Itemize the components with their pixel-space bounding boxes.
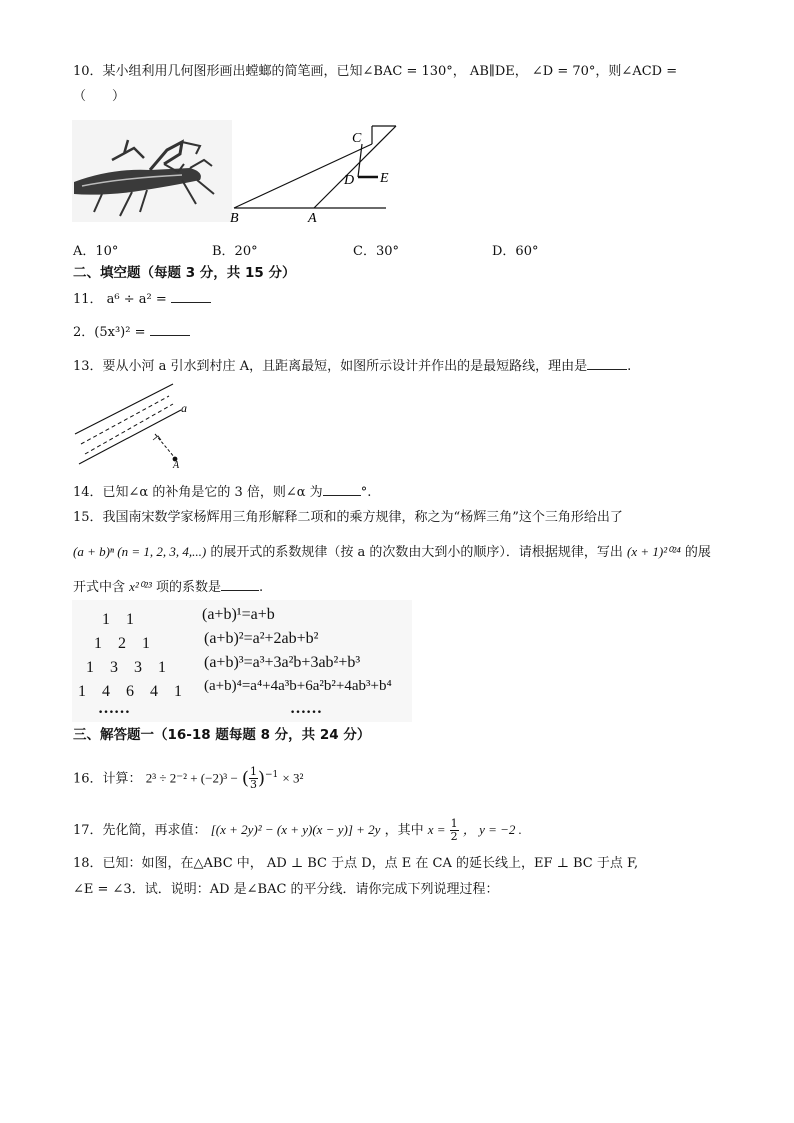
q13-river-figure xyxy=(73,378,193,470)
q10-option-a: A．10° xyxy=(73,244,119,259)
formula-1: (a+b)¹=a+b xyxy=(202,606,275,623)
q12 xyxy=(73,323,190,342)
q16: 16．计算： 2³ ÷ 2⁻² + (−2)³ − ( $\frac{1}{3}$ )$^{-1}$ × 3² xyxy=(73,765,304,792)
triangle-row-dots: …… xyxy=(98,700,130,717)
label-D: D xyxy=(344,173,355,188)
triangle-row-3: 1 3 3 1 xyxy=(86,659,167,676)
q18-line1: 18．已知：如图，在△ABC 中， AD ⊥ BC 于点 D，点 E 在 CA 的延长线上，EF ⊥ BC 于点 F, xyxy=(73,856,639,871)
q16-frac-den: 3 xyxy=(249,778,257,792)
triangle-row-2: 1 2 1 xyxy=(94,635,151,652)
q13-text: 13．要从小河 a 引水到村庄 A，且距离最短，如图所示设计并作出的是最短路线，理由是 xyxy=(73,359,588,374)
q17-frac-num: 1 xyxy=(450,817,458,830)
q10-geometry-figure xyxy=(228,122,400,226)
mantis-image xyxy=(72,120,232,222)
label-a: a xyxy=(181,401,187,415)
q15-line2-end: 的展 xyxy=(684,545,711,560)
q15-line3 xyxy=(73,578,263,597)
q13 xyxy=(73,357,631,376)
q14 xyxy=(73,483,371,502)
q16-expr-b: × 3² xyxy=(282,770,304,786)
q16-exponent: −1 xyxy=(264,770,279,780)
q16-label: 16．计算： xyxy=(73,771,142,787)
q12-text: 2．(5x³)² = xyxy=(73,325,146,340)
q11 xyxy=(73,290,211,309)
q15-power: (x + 1)²⁰²⁴ xyxy=(627,544,681,559)
formula-2: (a+b)²=a²+2ab+b² xyxy=(204,630,319,647)
q17 xyxy=(73,818,522,846)
q15-binomial: (a + b)ⁿ (n = 1, 2, 3, 4,...) xyxy=(73,544,207,559)
q15-term: x²⁰²³ xyxy=(129,579,152,594)
q11-text: 11． a⁶ ÷ a² = xyxy=(73,292,167,307)
q17-x-eq: x = xyxy=(427,822,446,837)
q16-expr-a: 2³ ÷ 2⁻² + (−2)³ − xyxy=(145,770,238,786)
q15-line2 xyxy=(73,543,711,562)
q17-frac-den: 2 xyxy=(450,830,458,843)
triangle-row-4: 1 4 6 4 1 xyxy=(78,683,183,700)
formula-dots: …… xyxy=(290,700,322,717)
q15-line3-c: 项的系数是 xyxy=(155,580,221,595)
q15-line2-text: 的展开式的系数规律（按 a 的次数由大到小的顺序）．请根据规律，写出 xyxy=(210,545,623,560)
label-village-A: A xyxy=(173,460,180,470)
label-B: B xyxy=(230,211,239,226)
q17-label: 17．先化简，再求值： xyxy=(73,823,207,838)
q15-blank xyxy=(221,578,259,591)
q13-end: . xyxy=(627,359,632,374)
q11-blank xyxy=(171,290,211,303)
q10-option-d: D．60° xyxy=(492,244,539,259)
label-C: C xyxy=(352,131,362,146)
q10-stem: 10．某小组利用几何图形画出螳螂的简笔画，已知∠BAC = 130°， AB∥DE， ∠D = 70°，则∠ACD = xyxy=(73,64,678,79)
q17-expr: [(x + 2y)² − (x + y)(x − y)] + 2y xyxy=(210,822,381,837)
q17-mid: ，其中 xyxy=(384,823,424,838)
yanghui-triangle xyxy=(72,600,412,722)
q12-blank xyxy=(150,323,190,336)
q13-blank xyxy=(587,357,627,370)
q15-end: . xyxy=(259,580,264,595)
q14-post: °. xyxy=(360,485,372,500)
section-3-heading: 三、解答题一（16-18 题每题 8 分，共 24 分） xyxy=(73,727,371,743)
q14-text: 14．已知∠α 的补角是它的 3 倍，则∠α 为 xyxy=(73,485,323,500)
q10-option-c: C．30° xyxy=(353,244,399,259)
formula-4: (a+b)⁴=a⁴+4a³b+6a²b²+4ab³+b⁴ xyxy=(204,678,392,694)
formula-3: (a+b)³=a³+3a²b+3ab²+b³ xyxy=(204,654,361,671)
q17-y-eq: ， y = −2 . xyxy=(462,822,522,837)
q18-line2: ∠E = ∠3．试．说明：AD 是∠BAC 的平分线．请你完成下列说理过程： xyxy=(73,882,499,897)
triangle-row-1: 1 1 xyxy=(102,611,135,628)
q15-line1: 15．我国南宋数学家杨辉用三角形解释二项和的乘方规律，称之为“杨辉三角”这个三角形给出了 xyxy=(73,510,623,525)
q10-option-b: B．20° xyxy=(212,244,258,259)
q15-line3-a: 开式中含 xyxy=(73,580,126,595)
section-2-heading: 二、填空题（每题 3 分，共 15 分） xyxy=(73,265,296,281)
q14-blank xyxy=(323,483,361,496)
label-E: E xyxy=(380,171,389,186)
q10-paren: （ ） xyxy=(73,89,126,104)
label-A: A xyxy=(308,211,317,226)
q16-frac-num: 1 xyxy=(249,765,257,779)
